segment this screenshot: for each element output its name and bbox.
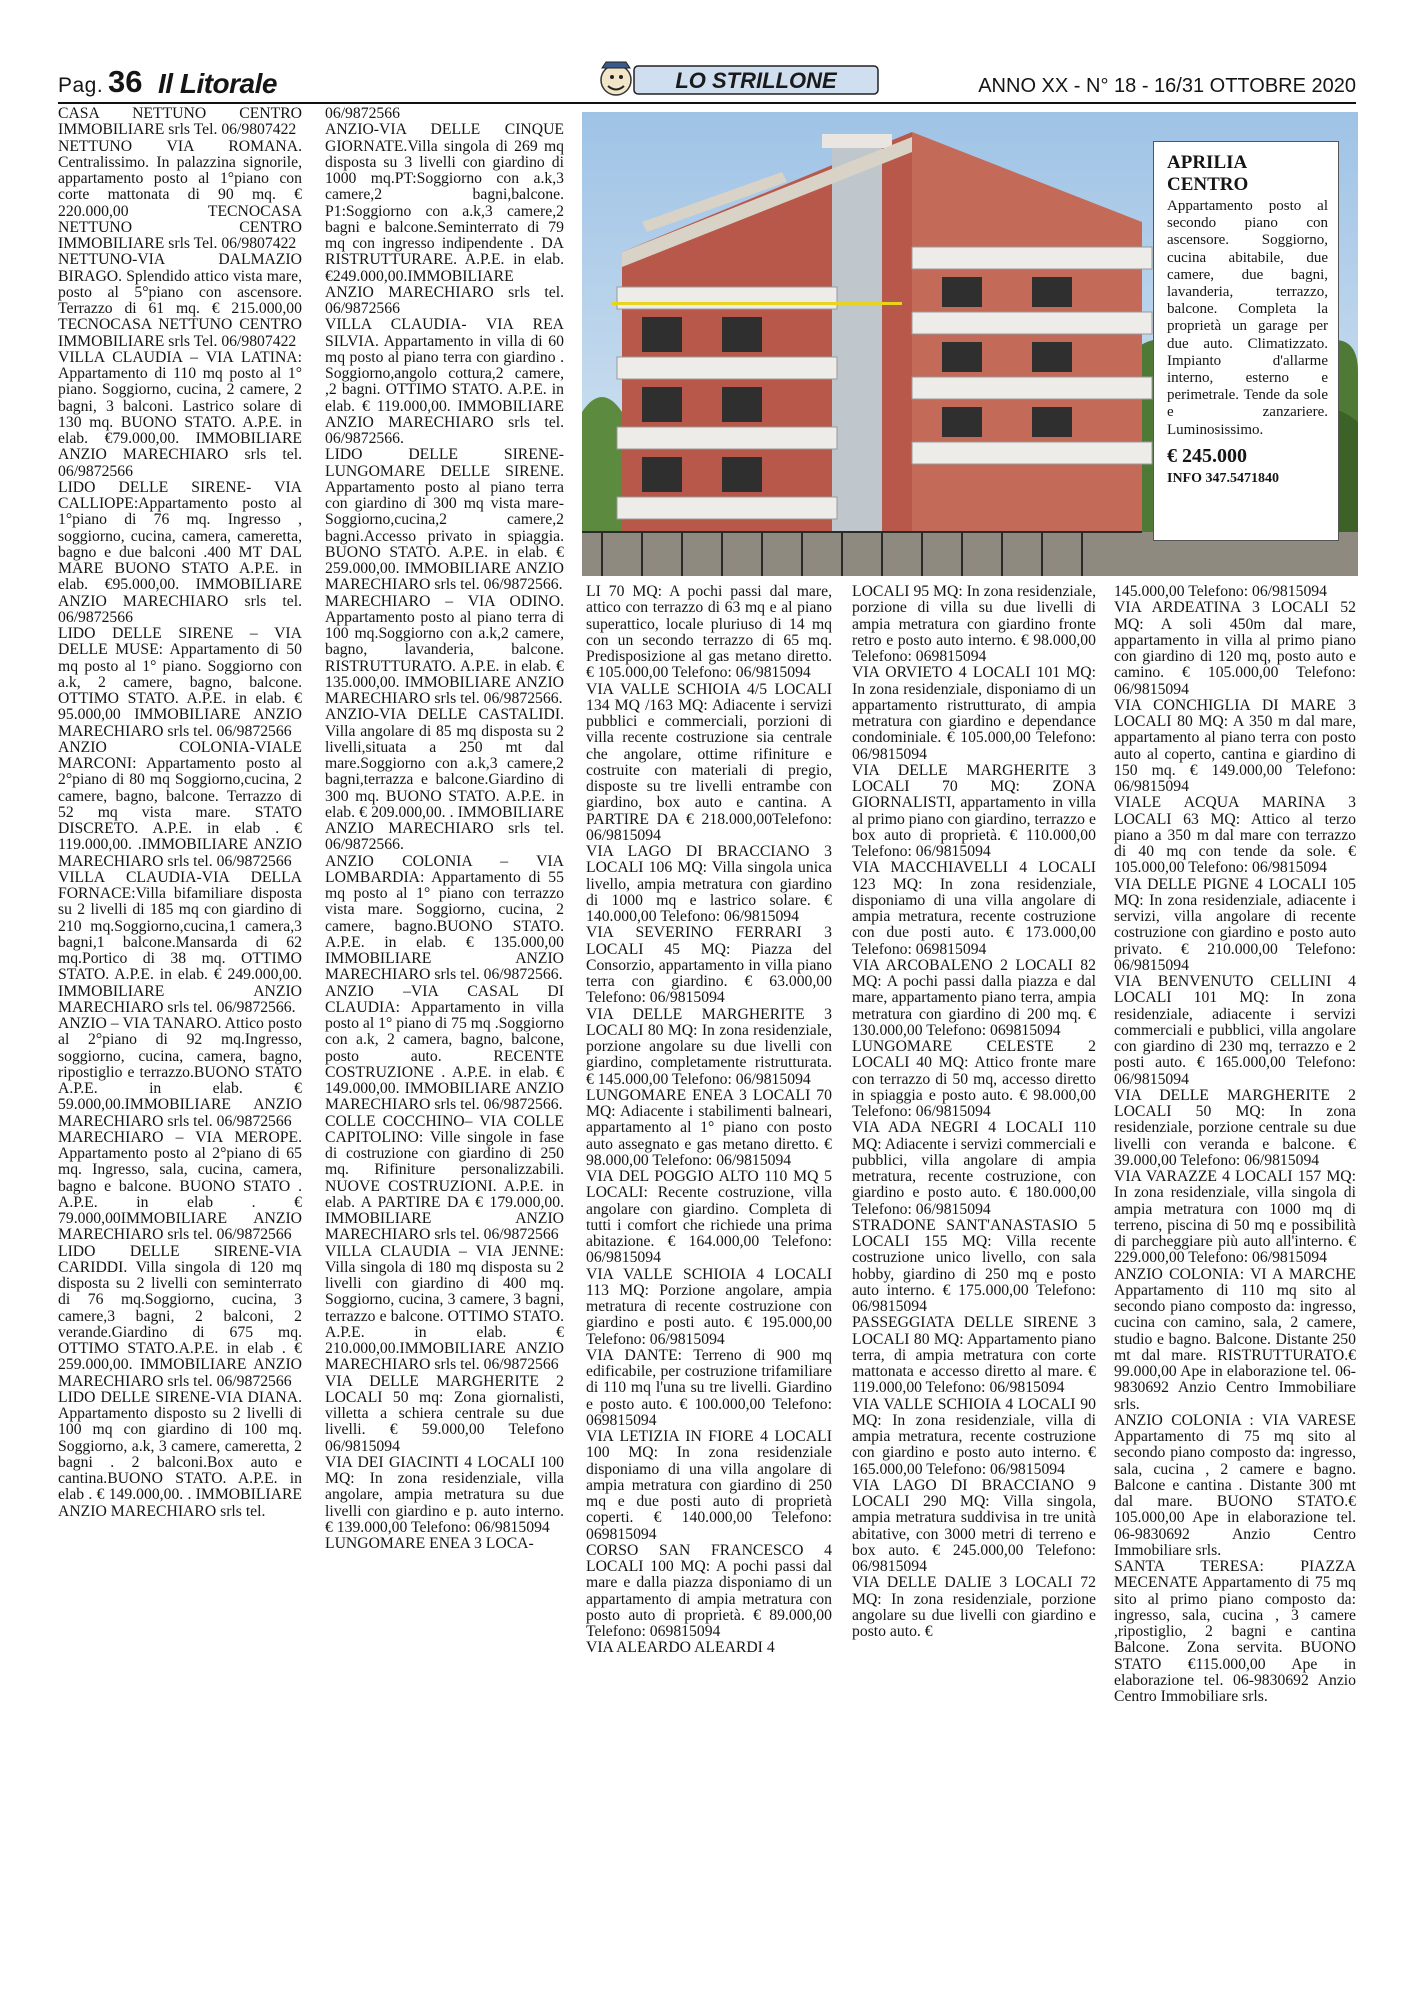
ad-item: NETTUNO VIA ROMANA. Centralissimo. In palazzina signorile, appartamento posto al 1°piano con corte mattonata di 90 mq. € 220.000,00 TECNOCASA NETTUNO CENTRO IMMOBILIARE srls Tel. 06/9807422 (58, 137, 302, 252)
classified-column-2 (325, 106, 564, 1980)
ad-item: LUNGOMARE ENEA 3 LOCA- (325, 1535, 534, 1552)
ad-item: VIA DEI GIACINTI 4 LOCALI 100 MQ: In zona residenziale, villa angolare, ampia metratura su due livelli con giardino e p. auto interno. € 139.000,00 Telefono: 06/9815094 (325, 1453, 564, 1536)
publication-title: Il Litorale (158, 68, 277, 99)
ad-item: PASSEGGIATA DELLE SIRENE 3 LOCALI 80 MQ: Appartamento piano terra, di ampia metratura con corte mattonata e accesso diretto al mare. € 119.000,00 Telefono: 06/9815094 (852, 1314, 1096, 1397)
page-header (58, 64, 1356, 100)
ad-item: VIA DELLE MARGHERITE 3 LOCALI 80 MQ: In zona residenziale, porzione angolare su due livelli con giardino, completamente ristrutturata. € 145.000,00 Telefono: 06/9815094 (586, 1005, 832, 1088)
featured-contact: INFO 347.5471840 (1167, 470, 1279, 486)
ad-item: VIA ALEARDO ALEARDI 4 (586, 1639, 775, 1657)
ad-item: VIA ADA NEGRI 4 LOCALI 110 MQ: Adiacente i servizi commerciali e pubblici, villa angolare di ampia metratura, recente costruzione, con giardino e posto auto. € 180.000,00 Telefono: 06/9815094 (852, 1119, 1096, 1218)
ad-item: VIA BENVENUTO CELLINI 4 LOCALI 101 MQ: In zona residenziale, adiacente i servizi commerciali e pubblici, villa angolare con giardino di 230 mq, terrazzo e 2 posti auto. € 165.000,00 Telefono: 06/9815094 (1114, 973, 1356, 1088)
ad-item: CASA NETTUNO CENTRO IMMOBILIARE srls Tel. 06/9807422 (58, 106, 302, 139)
ad-item: VIA DELLE DALIE 3 LOCALI 72 MQ: In zona residenziale, porzione angolare su due livelli con giardino e posto auto. € (852, 1574, 1096, 1640)
ad-item: VIA ARDEATINA 3 LOCALI 52 MQ: A soli 450m dal mare, appartamento in villa al primo piano con giardino di 120 mq, posto auto e camino. € 105.000,00 Telefono: 06/9815094 (1114, 599, 1356, 698)
ad-item: LI 70 MQ: A pochi passi dal mare, attico con terrazzo di 63 mq e al piano superattico, locale pluriuso di 14 mq con un secondo terrazzo di 65 mq. Predisposizione al gas metano diretto. € 105.000,00 Telefono: 06/9815094 (586, 584, 832, 682)
ad-item: VIA SEVERINO FERRARI 3 LOCALI 45 MQ: Piazza del Consorzio, appartamento in villa piano terra con giardino. € 63.000,00 Telefono: 06/9815094 (586, 924, 832, 1007)
ad-item: VIA DEL POGGIO ALTO 110 MQ 5 LOCALI: Recente costruzione, villa angolare con giardino. Completa di tutti i comfort che richiede una prima abitazione. € 164.000,00 Telefono: 06/9815094 (586, 1168, 832, 1267)
ad-item: LIDO DELLE SIRENE – VIA DELLE MUSE: Appartamento di 50 mq posto al 1° piano. Soggiorno con a.k, 2 camere, bagno, balcone. OTTIMO STATO. A.P.E. in elab. € 95.000,00 IMMOBILIARE ANZIO MARECHIARO srls tel. 06/9872566 (58, 625, 302, 740)
ad-item: VILLA CLAUDIA-VIA DELLA FORNACE:Villa bifamiliare disposta su 2 livelli di 185 mq con giardino di 210 mq.Soggiorno,cucina,1 camera,3 bagni,1 balcone.Mansarda di 62 mq.Portico di 38 mq. OTTIMO STATO. A.P.E. in elab. € 249.000,00. IMMOBILIARE ANZIO MARECHIARO srls tel. 06/9872566. (58, 868, 302, 1016)
ad-item: VIA ARCOBALENO 2 LOCALI 82 MQ: A pochi passi dalla piazza e dal mare, appartamento piano terra, ampia metratura con giardino di 200 mq. € 130.000,00 Telefono: 069815094 (852, 956, 1096, 1039)
ad-item: LUNGOMARE CELESTE 2 LOCALI 40 MQ: Attico fronte mare con terrazzo di 50 mq, accesso diretto in spiaggia e posto auto. € 98.000,00 Telefono: 06/9815094 (852, 1038, 1096, 1120)
page-number: 36 (108, 64, 143, 99)
ad-item: STRADONE SANT'ANASTASIO 5 LOCALI 155 MQ: Villa recente costruzione unico livello, con sala hobby, giardino di 250 mq e posto auto interno. € 175.000,00 Telefono: 06/9815094 (852, 1216, 1096, 1315)
ad-item: ANZIO – VIA TANARO. Attico posto al 2°piano di 92 mq.Ingresso, soggiorno, cucina, camera, bagno, ripostiglio e terrazzo.BUONO STATO A.P.E. in elab. € 59.000,00.IMMOBILIARE ANZIO MARECHIARO srls tel. 06/9872566 (58, 1015, 302, 1130)
ad-item: VILLA CLAUDIA- VIA REA SILVIA. Appartamento in villa di 60 mq posto al piano terra con giardino . Soggiorno,angolo cottura,2 camere, ,2 bagni. OTTIMO STATO. A.P.E. in elab. € 119.000,00. IMMOBILIARE ANZIO MARECHIARO srls tel. 06/9872566. (325, 316, 564, 447)
ad-item: LOCALI 95 MQ: In zona residenziale, porzione di villa su due livelli di ampia metratura con giardino fronte retro e posto auto interno. € 98.000,00 Telefono: 069815094 (852, 584, 1096, 665)
ad-item: VILLA CLAUDIA – VIA LATINA: Appartamento di 110 mq posto al 1° piano. Soggiorno, cucina, 2 camere, 2 bagni, 3 balconi. Lastrico solare di 130 mq. BUONO STATO. A.P.E. in elab. €79.000,00. IMMOBILIARE ANZIO MARECHIARO srls tel. 06/9872566 (58, 348, 302, 480)
ad-item: NETTUNO-VIA DALMAZIO BIRAGO. Splendido attico vista mare, posto al 5°piano con ascensore. Terrazzo di 61 mq. € 215.000,00 TECNOCASA NETTUNO CENTRO IMMOBILIARE srls Tel. 06/9807422 (58, 251, 302, 350)
classified-column-4 (852, 584, 1096, 1980)
ad-item: VIA LAGO DI BRACCIANO 3 LOCALI 106 MQ: Villa singola unica livello, ampia metratura con giardino di 1000 mq e lastrico solare. € 140.000,00 Telefono: 06/9815094 (586, 843, 832, 925)
featured-description: Appartamento posto al secondo piano con ascensore. Soggiorno, cucina abitabile, due camere, due bagni, lavanderia, terrazzo, balcone. Completa la proprietà un garage per due auto. Climatizzato. Impianto d'allarme interno, esterno e perimetrale. Tende da sole e zanzariere. Luminosissimo. (1167, 198, 1328, 438)
ad-item: VIALE ACQUA MARINA 3 LOCALI 63 MQ: Attico al terzo piano a 350 m dal mare con terrazzo di 40 mq con tende da sole. € 105.000,00 Telefono: 06/9815094 (1114, 794, 1356, 877)
ad-item: VIA LETIZIA IN FIORE 4 LOCALI 100 MQ: In zona residenziale disponiamo di una villa angolare di ampia metratura con giardino di 250 mq e due posti auto di proprietà coperti. € 140.000,00 Telefono: 069815094 (586, 1428, 832, 1543)
ad-item: ANZIO-VIA DELLE CINQUE GIORNATE.Villa singola di 269 mq disposta su 3 livelli con giardino di 1000 mq.PT:Soggiorno con a.k,3 camere,2 bagni,balcone. P1:Soggiorno con a.k,3 camere,2 bagni e balcone.Seminterrato di 79 mq con ingresso indipendente . DA RISTRUTTURARE. A.P.E. in elab. €249.000,00.IMMOBILIARE ANZIO MARECHIARO srls tel. 06/9872566 (325, 121, 564, 317)
ad-item: ANZIO –VIA CASAL DI CLAUDIA: Appartamento in villa posto al 1° piano di 75 mq .Soggiorno con a.k, 2 camera, bagno, balcone, posto auto. RECENTE COSTRUZIONE . A.P.E. in elab. € 149.000,00. IMMOBILIARE ANZIO MARECHIARO srls tel. 06/9872566. (325, 982, 564, 1114)
featured-subtitle: CENTRO (1167, 174, 1249, 195)
ad-item: MARECHIARO – VIA ODINO. Appartamento posto al piano terra di 100 mq.Soggiorno con a.k,2 camere, bagno, lavanderia, balcone. RISTRUTTURATO. A.P.E. in elab. € 135.000,00. IMMOBILIARE ANZIO MARECHIARO srls tel. 06/9872566. (325, 592, 564, 707)
ad-item: VIA VARAZZE 4 LOCALI 157 MQ: In zona residenziale, villa singola di ampia metratura con 1000 mq di terreno, piscina di 50 mq e possibilità di parcheggiare più auto all'interno. € 229.000,00 Telefono: 06/9815094 (1114, 1168, 1356, 1267)
ad-item: MARECHIARO – VIA MEROPE. Appartamento posto al 2°piano di 65 mq. Ingresso, sala, cucina, camera, bagno e balcone. BUONO STATO . A.P.E. in elab . € 79.000,00IMMOBILIARE ANZIO MARECHIARO srls tel. 06/9872566 (58, 1128, 302, 1244)
ad-item: VIA DELLE MARGHERITE 2 LOCALI 50 MQ: In zona residenziale, porzione centrale su due livelli con veranda e balcone. € 39.000,00 Telefono: 06/9815094 (1114, 1086, 1356, 1169)
page-label: Pag. (58, 74, 104, 97)
ad-item: VIA MACCHIAVELLI 4 LOCALI 123 MQ: In zona residenziale, disponiamo di una villa angolare di ampia metratura, recente costruzione con due posti auto. € 173.000,00 Telefono: 069815094 (852, 859, 1096, 958)
ad-item: LIDO DELLE SIRENE-VIA DIANA. Appartamento disposto su 2 livelli di 100 mq con giardino di 100 mq. Soggiorno, a.k, 3 camere, cameretta, 2 bagni . 2 balconi.Box auto e cantina.BUONO STATO. A.P.E. in elab . € 149.000,00. . IMMOBILIARE ANZIO MARECHIARO srls tel. (58, 1388, 302, 1520)
ad-item: VIA DELLE MARGHERITE 2 LOCALI 50 mq: Zona giornalisti, villetta a schiera centrale su due livelli. € 59.000,00 Telefono 06/9815094 (325, 1372, 564, 1455)
featured-title: APRILIA (1167, 152, 1248, 173)
ad-item: SANTA TERESA: PIAZZA MECENATE Appartamento di 75 mq sito al primo piano composto da: ingresso, sala, cucina , 3 camere ,ripostiglio, 2 bagni e cantina Balcone. Zona servita. BUONO STATO €115.000,00 Ape in elaborazione tel. 06-9830692 Anzio Centro Immobiliare srls. (1114, 1558, 1356, 1705)
ad-item: LIDO DELLE SIRENE-LUNGOMARE DELLE SIRENE. Appartamento posto al piano terra con giardino di 300 mq vista mare-Soggiorno,cucina,2 camere,2 bagni.Accesso privato in spiaggia. BUONO STATO. A.P.E. in elab. € 259.000,00. IMMOBILIARE ANZIO MARECHIARO srls tel. 06/9872566. (325, 446, 564, 594)
ad-item: ANZIO-VIA DELLE CASTALIDI. Villa angolare di 85 mq disposta su 2 livelli,situata a 250 mt dal mare.Soggiorno con a.k,3 camere,2 bagni,terrazza e balcone.Giardino di 300 mq. BUONO STATO. A.P.E. in elab. € 209.000,00. . IMMOBILIARE ANZIO MARECHIARO srls tel. 06/9872566. (325, 706, 564, 854)
ad-item: ANZIO COLONIA-VIALE MARCONI: Appartamento posto al 2°piano di 80 mq Soggiorno,cucina, 2 camere, bagno, balcone. Terrazzo di 52 mq vista mare. STATO DISCRETO. A.P.E. in elab . € 119.000,00. .IMMOBILIARE ANZIO MARECHIARO srls tel. 06/9872566 (58, 738, 302, 870)
classified-column-3 (586, 584, 832, 1980)
featured-listing-box (1153, 141, 1339, 541)
featured-price: € 245.000 (1167, 444, 1247, 467)
ad-item: LIDO DELLE SIRENE-VIA CARIDDI. Villa singola di 120 mq disposta su 2 livelli con seminterrato di 76 mq.Soggiorno, cucina, 3 camere,3 bagni, 2 balconi, 2 verande.Giardino di 675 mq. OTTIMO STATO.A.P.E. in elab . € 259.000,00. IMMOBILIARE ANZIO MARECHIARO srls tel. 06/9872566 (58, 1242, 302, 1390)
ad-item: VIA DELLE PIGNE 4 LOCALI 105 MQ: In zona residenziale, adiacente i servizi, villa angolare di recente costruzione con giardino e posto auto privato. € 210.000,00 Telefono: 06/9815094 (1114, 875, 1356, 974)
ad-item: LUNGOMARE ENEA 3 LOCALI 70 MQ: Adiacente i stabilimenti balneari, appartamento al 1° piano con posto auto assegnato e gas metano diretto. € 98.000,00 Telefono: 06/9815094 (586, 1086, 832, 1169)
ad-item: VIA LAGO DI BRACCIANO 9 LOCALI 290 MQ: Villa singola, ampia metratura suddivisa in tre unità abitative, con 3000 metri di terreno e box auto. € 245.000,00 Telefono: 06/9815094 (852, 1476, 1096, 1575)
ad-item: 145.000,00 Telefono: 06/9815094 (1114, 584, 1327, 600)
ad-item: VIA VALLE SCHIOIA 4 LOCALI 113 MQ: Porzione angolare, ampia metratura di recente costruzione con giardino e posti auto. € 195.000,00 Telefono: 06/9815094 (586, 1265, 832, 1348)
ad-item: VILLA CLAUDIA – VIA JENNE: Villa singola di 180 mq disposta su 2 livelli con giardino di 400 mq. Soggiorno, cucina, 3 camere, 3 bagni, terrazzo e balcone. OTTIMO STATO. A.P.E. in elab. € 210.000,00.IMMOBILIARE ANZIO MARECHIARO srls tel. 06/9872566 (325, 1242, 564, 1374)
logo-text: LO STRILLONE (675, 68, 837, 93)
ad-item: VIA ORVIETO 4 LOCALI 101 MQ: In zona residenziale, disponiamo di un appartamento ristrutturato, di ampia metratura con giardino e dependance condominiale. € 105.000,00 Telefono: 06/9815094 (852, 664, 1096, 763)
ad-item: 06/9872566 (325, 106, 400, 122)
classified-column-5 (1114, 584, 1356, 1980)
lo-strillone-logo (588, 56, 888, 102)
ad-item: COLLE COCCHINO– VIA COLLE CAPITOLINO: Ville singole in fase di costruzione con giardino di 250 mq. Rifiniture personalizzabili. NUOVE COSTRUZIONI. A.P.E. in elab. A PARTIRE DA € 179.000,00. IMMOBILIARE ANZIO MARECHIARO srls tel. 06/9872566 (325, 1112, 564, 1244)
ad-item: ANZIO COLONIA: VI A MARCHE Appartamento di 110 mq sito al secondo piano composto da: ingresso, cucina con camino, sala, 2 camere, studio e bagno. Balcone. Distante 250 mt dal mare. RISTRUTTURATO.€ 99.000,00 Ape in elaborazione tel. 06-9830692 Anzio Centro Immobiliare srls. (1114, 1265, 1356, 1413)
ad-item: VIA DANTE: Terreno di 900 mq edificabile, per costruzione trifamiliare di 110 mq l'una su tre livelli. Giardino e posto auto. € 100.000,00 Telefono: 069815094 (586, 1346, 832, 1429)
ad-item: VIA DELLE MARGHERITE 3 LOCALI 70 MQ: ZONA GIORNALISTI, appartamento in villa al primo piano con giardino, terrazzo e box auto di proprietà. € 110.000,00 Telefono: 06/9815094 (852, 761, 1096, 860)
header-rule (58, 102, 1356, 104)
ad-item: ANZIO COLONIA : VIA VARESE Appartamento di 75 mq sito al secondo piano composto da: ingresso, sala, cucina , 2 camere e bagno. Balcone e cantina . Distante 300 mt dal mare. BUONO STATO.€ 105.000,00 Ape in elaborazione tel. 06-9830692 Anzio Centro Immobiliare srls. (1114, 1411, 1356, 1559)
ad-item: LIDO DELLE SIRENE- VIA CALLIOPE:Appartamento posto al 1°piano di 76 mq. Ingresso , soggiorno, cucina, camera, cameretta, bagno e due balconi .400 MT DAL MARE BUONO STATO A.P.E. in elab. €95.000,00. IMMOBILIARE ANZIO MARECHIARO srls tel. 06/9872566 (58, 478, 302, 626)
ad-item: VIA VALLE SCHIOIA 4 LOCALI 90 MQ: In zona residenziale, villa di ampia metratura, recente costruzione con giardino e posto auto interno. € 165.000,00 Telefono: 06/9815094 (852, 1395, 1096, 1478)
ad-item: CORSO SAN FRANCESCO 4 LOCALI 100 MQ: A pochi passi dal mare e dalla piazza disponiamo di un appartamento di ampia metratura con posto auto di proprietà. € 89.000,00 Telefono: 069815094 (586, 1541, 832, 1640)
ad-item: ANZIO COLONIA – VIA LOMBARDIA: Appartamento di 55 mq posto al 1° piano con terrazzo vista mare. Soggiorno, cucina, 2 camere, bagno.BUONO STATO. A.P.E. in elab. € 135.000,00 IMMOBILIARE ANZIO MARECHIARO srls tel. 06/9872566. (325, 852, 564, 984)
ad-item: VIA VALLE SCHIOIA 4/5 LOCALI 134 MQ /163 MQ: Adiacente i servizi pubblici e commerciali, porzioni di villa recente costruzione sia centrale che angolare, ottime rifiniture e costruite con materiali di pregio, disposte su tre livelli entrambe con giardino, box auto e cantina. A PARTIRE DA € 218.000,00Telefono: 06/9815094 (586, 680, 832, 844)
issue-info: ANNO XX - N° 18 - 16/31 OTTOBRE 2020 (978, 75, 1356, 97)
classified-column-1 (58, 106, 302, 1980)
ad-item: VIA CONCHIGLIA DI MARE 3 LOCALI 80 MQ: A 350 m dal mare, appartamento al piano terra con posto auto al coperto, cantina e giardino di 150 mq. € 149.000,00 Telefono: 06/9815094 (1114, 696, 1356, 795)
